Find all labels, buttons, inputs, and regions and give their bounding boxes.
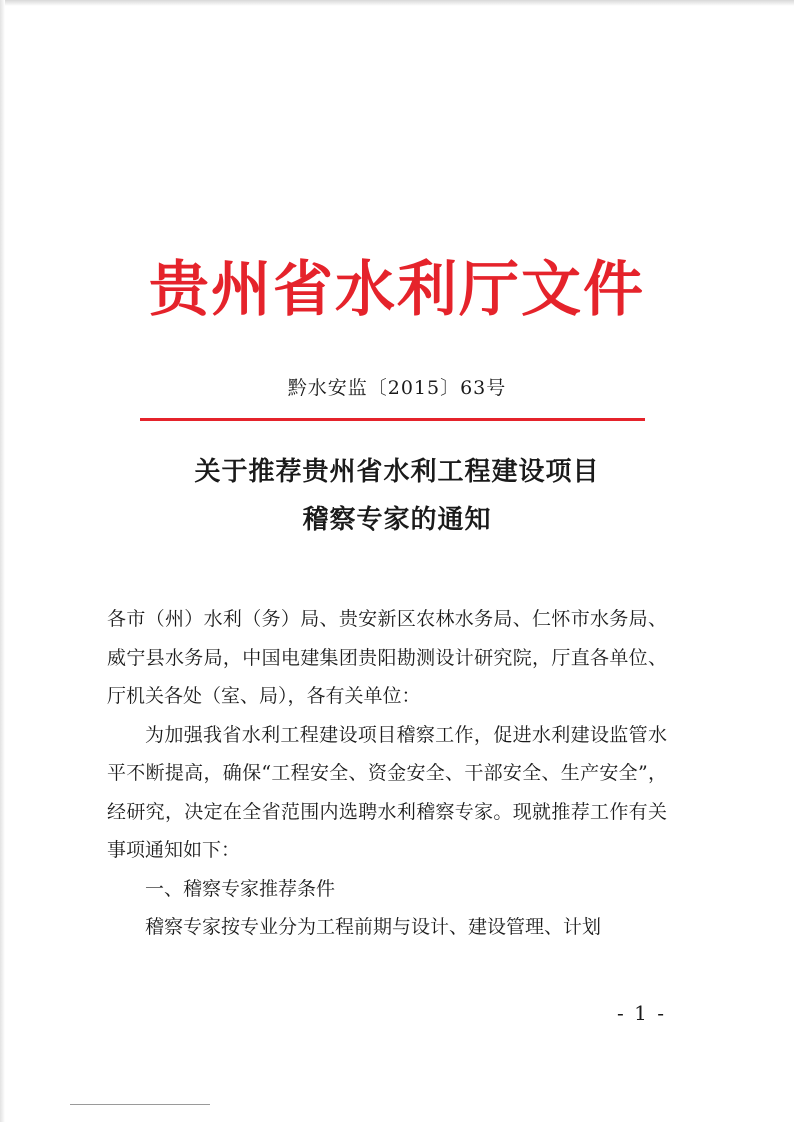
intro-paragraph: 为加强我省水利工程建设项目稽察工作，促进水利建设监管水平不断提高，确保“工程安全、资金安全、干部安全、生产安全”，经研究，决定在全省范围内选聘水利稽察专家。现就推荐工作有关事项通知如下： [107,723,667,861]
page-number: - 1 - [617,1001,666,1025]
addressees-paragraph: 各市（州）水利（务）局、贵安新区农林水务局、仁怀市水务局、威宁县水务局，中国电建集团贵阳勘测设计研究院，厅直各单位、厅机关各处（室、局），各有关单位： [107,608,667,707]
notice-body [107,600,667,947]
section-1-heading: 一、稽察专家推荐条件 [145,877,336,900]
notice-title-line-2: 稽察专家的通知 [302,505,492,535]
notice-title-line-1: 关于推荐贵州省水利工程建设项目 [194,457,600,487]
section-1-paragraph: 稽察专家按专业分为工程前期与设计、建设管理、计划 [145,916,602,938]
scan-edge-left [0,0,5,1122]
red-divider-rule [140,418,645,421]
document-masthead: 贵州省水利厅文件 [149,255,645,325]
document-number: 黔水安监〔2015〕63号 [287,377,507,399]
notice-title [0,448,794,544]
scan-edge-top [0,0,794,6]
footer-scan-line [70,1104,210,1105]
